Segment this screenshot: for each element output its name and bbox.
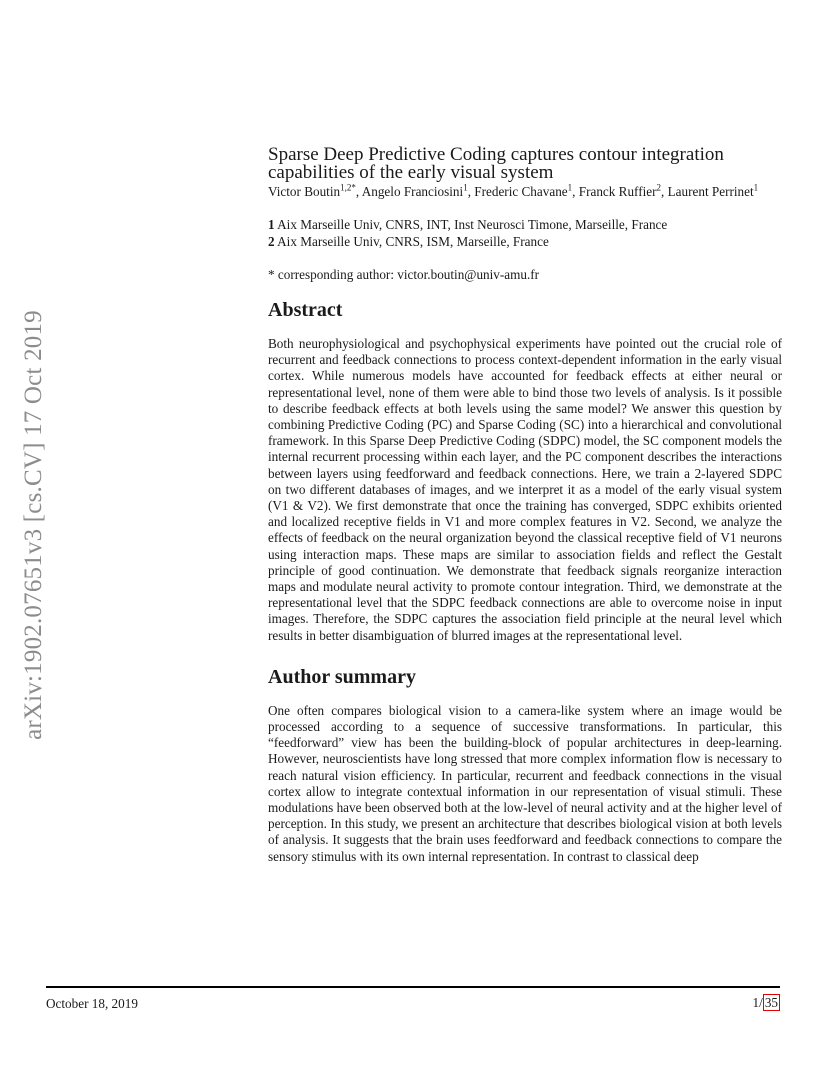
footer-date: October 18, 2019: [46, 996, 138, 1011]
author-summary-heading: Author summary: [268, 665, 416, 688]
total-pages-link[interactable]: 35: [764, 995, 778, 1010]
footer-divider: [46, 986, 780, 988]
affiliation-list: [268, 217, 782, 250]
author-affiliation-mark: 1,2*: [340, 182, 356, 193]
corresponding-author: * corresponding author: victor.boutin@univ-amu.fr: [268, 267, 540, 282]
abstract-text: Both neurophysiological and psychophysical experiments have pointed out the crucial role of recurrent and feedback connections to process context-dependent information in the early visual cortex. While numerous models have accounted for feedback effects at either neural or representational level, none of them were able to bind those two levels of analysis. Is it possible to describe feedback effects at both levels using the same model? We answer this question by combining Predictive Coding (PC) and Sparse Coding (SC) into a hierarchical and convolutional framework. In this Sparse Deep Predictive Coding (SDPC) model, the SC component models the internal recurrent processing within each layer, and the PC component describes the interactions between layers using feedforward and feedback connections. Here, we train a 2-layered SDPC on two different databases of images, and we interpret it as a model of the early visual system (V1 & V2). We first demonstrate that once the training has converged, SDPC exhibits oriented and localized receptive fields in V1 and more complex features in V2. Second, we analyze the effects of feedback on the neural organization beyond the classical receptive field of V1 neurons using interaction maps. These maps are similar to association fields and reflect the Gestalt principle of good continuation. We demonstrate that feedback signals reorganize interaction maps and modulate neural activity to promote contour integration. Third, we demonstrate at the representational level that the SDPC feedback connections are able to overcome noise in input images. Therefore, the SDPC captures the association field principle at the neural level which results in better disambiguation of blurred images at the representational level.: [268, 336, 782, 643]
affiliation-text: Aix Marseille Univ, CNRS, INT, Inst Neurosci Timone, Marseille, France: [274, 217, 668, 232]
arxiv-identifier-stamp: arXiv:1902.07651v3 [cs.CV] 17 Oct 2019: [20, 310, 47, 740]
affiliation-text: Aix Marseille Univ, CNRS, ISM, Marseille, France: [274, 233, 549, 249]
affiliation-item: [268, 234, 782, 251]
author-name: , Franck Ruffier: [572, 184, 657, 199]
affiliation-number: 1: [268, 217, 275, 232]
author-list: [268, 184, 782, 200]
author-name: Victor Boutin: [268, 184, 341, 199]
author-name: , Frederic Chavane: [467, 184, 568, 199]
paper-title: Sparse Deep Predictive Coding captures contour integration capabilities of the early visual system: [268, 144, 724, 183]
page-current: 1/: [752, 995, 763, 1010]
author-affiliation-mark: 1: [463, 182, 468, 193]
abstract-heading: Abstract: [268, 299, 343, 321]
paper-front-matter: [268, 146, 782, 865]
author-affiliation-mark: 1: [567, 182, 573, 193]
affiliation-number: 2: [268, 233, 275, 249]
author-summary-text: One often compares biological vision to a camera-like system where an image would be processed according to a sequence of successive transformations. In particular, this “feedforward” view has been the building-block of popular architectures in deep-learning. However, neuroscientists have long stressed that more complex information flow is necessary to reach natural vision efficiency. In particular, recurrent and feedback connections in the visual cortex allow to integrate contextual information in our representation of visual stimuli. These modulations have been observed both at the low-level of neural activity and at the higher level of perception. In this study, we present an architecture that describes biological vision at both levels of analysis. It suggests that the brain uses feedforward and feedback connections to compare the sensory stimulus with its own internal representation. In contrast to classical deep: [268, 702, 782, 864]
author-name: , Angelo Franciosini: [355, 184, 464, 199]
author-name: , Laurent Perrinet: [661, 184, 754, 199]
page-number: [753, 995, 780, 1011]
affiliation-item: [268, 217, 782, 234]
author-affiliation-mark: 1: [753, 182, 759, 193]
author-affiliation-mark: 2: [656, 182, 662, 193]
